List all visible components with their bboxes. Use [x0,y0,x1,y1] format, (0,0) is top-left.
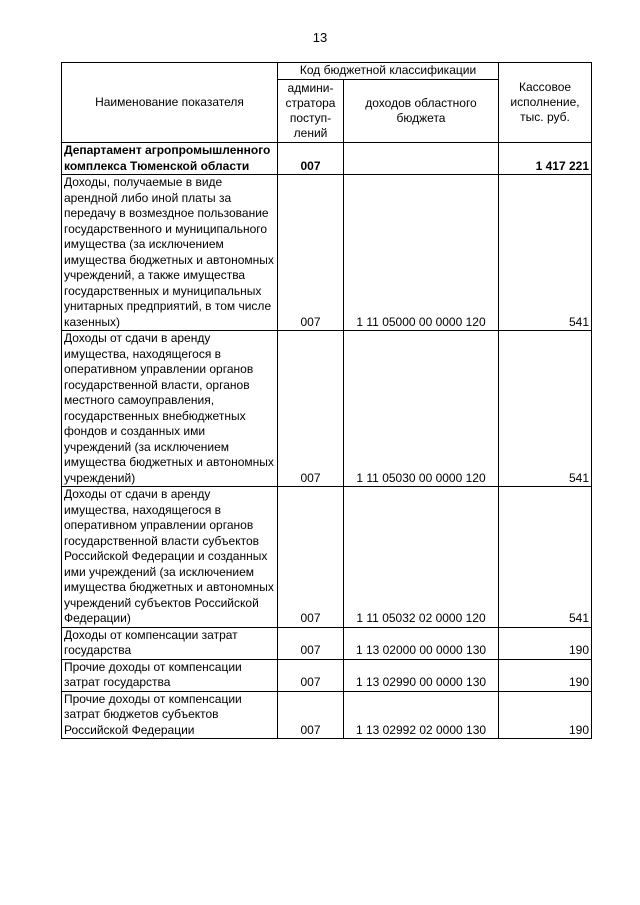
row-income-code [344,143,499,175]
row-name: Прочие доходы от компенсации затрат государства [62,659,278,691]
row-income-code: 1 13 02990 00 0000 130 [344,659,499,691]
header-row [62,63,592,80]
row-admin-code: 007 [278,143,344,175]
header-indicator-name: Наименование показателя [62,63,278,143]
row-income-code: 1 11 05032 02 0000 120 [344,487,499,628]
row-admin-code: 007 [278,487,344,628]
row-execution: 1 417 221 [499,143,592,175]
row-name: Департамент агропромышленного комплекса Тюменской области [62,143,278,175]
header-cash-execution-text: Кассовое исполнение, тыс. руб. [510,80,580,124]
row-income-code: 1 13 02992 02 0000 130 [344,691,499,739]
table-row [62,487,592,628]
row-income-code: 1 11 05000 00 0000 120 [344,175,499,331]
header-regional-income-text: доходов областного бюджета [365,96,477,125]
row-admin-code: 007 [278,331,344,487]
row-name: Доходы, получаемые в виде арендной либо иной платы за передачу в возмездное пользование государственного и муниципального имущества (за исключением имущества бюджетных и автономных учреждений, а также имущества государственных и муниципальных унитарных предприятий, в том числе казенных) [62,175,278,331]
table-row [62,659,592,691]
row-execution: 190 [499,627,592,659]
page-number: 13 [312,30,328,45]
row-name: Доходы от компенсации затрат государства [62,627,278,659]
row-name: Доходы от сдачи в аренду имущества, находящегося в оперативном управлении органов государственной власти, органов местного самоуправления, государственных внебюджетных фондов и созданных ими учреждений (за исключением имущества бюджетных и автономных учреждений) [62,331,278,487]
row-execution: 541 [499,331,592,487]
header-administrator-text: админи-стратора поступ-лений [285,81,336,140]
table-row [62,691,592,739]
row-name: Прочие доходы от компенсации затрат бюджетов субъектов Российской Федерации [62,691,278,739]
table-row [62,331,592,487]
row-admin-code: 007 [278,691,344,739]
header-regional-income [344,80,499,143]
table-row [62,143,592,175]
row-execution: 190 [499,691,592,739]
row-execution: 541 [499,175,592,331]
row-execution: 190 [499,659,592,691]
table-row [62,175,592,331]
row-name: Доходы от сдачи в аренду имущества, находящегося в оперативном управлении органов государственной власти субъектов Российской Федерации и созданных ими учреждений (за исключением имущества бюджетных и автономных учреждений субъектов Российской Федерации) [62,487,278,628]
row-execution: 541 [499,487,592,628]
row-admin-code: 007 [278,659,344,691]
header-code-group: Код бюджетной классификации [278,63,499,80]
budget-table [61,62,592,739]
table-row [62,627,592,659]
row-admin-code: 007 [278,175,344,331]
header-cash-execution [499,63,592,143]
header-administrator [278,80,344,143]
row-admin-code: 007 [278,627,344,659]
row-income-code: 1 11 05030 00 0000 120 [344,331,499,487]
row-income-code: 1 13 02000 00 0000 130 [344,627,499,659]
